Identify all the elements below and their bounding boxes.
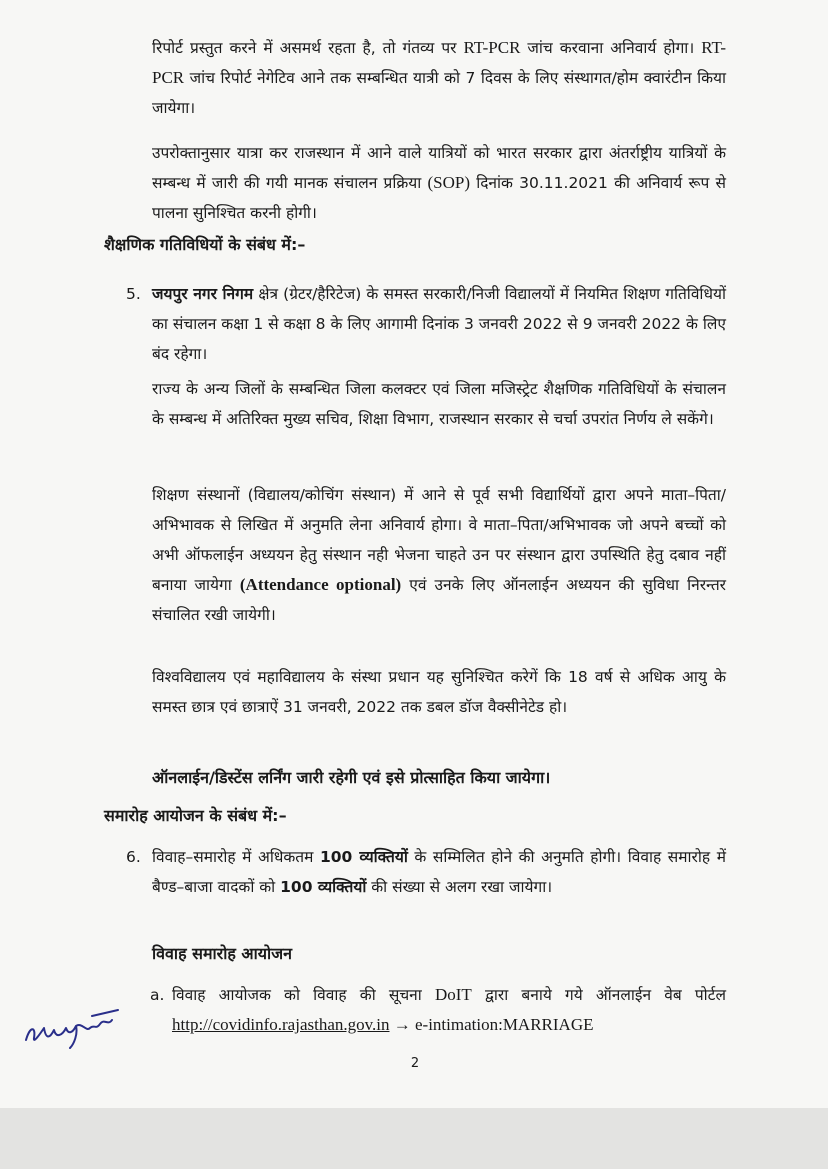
wedding-subheading: विवाह समारोह आयोजन <box>152 944 292 963</box>
item-a-text <box>172 980 726 1040</box>
text-span: शिक्षण संस्थानों (विद्यालय/कोचिंग संस्थान) में आने से पूर्व सभी विद्यार्थियों द्वारा अपने माता–पिता/अभिभावक से लिखित में अनुमति लेना अनिवार्य होगा। वे माता–पिता/अभिभावक जो अपने बच्चों को अभी ऑफलाईन अध्ययन हेतु संस्थान नही भेजना चाहते उन पर संस्थान द्वारा उपस्थिति हेतु दबाव नहीं बनाया जायेगा <box>152 486 726 594</box>
page-number: 2 <box>410 1056 420 1071</box>
university-paragraph: विश्वविद्यालय एवं महाविद्यालय के संस्था प्रधान यह सुनिश्चित करेगें कि 18 वर्ष से अधिक आयु के समस्त छात्र एवं छात्राऐं 31 जनवरी, 2022 तक डबल डॉज वैक्सीनेटेड हो। <box>152 668 726 716</box>
text-span: जांच करवाना अनिवार्य होगा। <box>520 39 702 57</box>
text-span: रिपोर्ट प्रस्तुत करने में असमर्थ रहता है, तो गंतव्य पर <box>152 39 464 57</box>
text-span: एवं उनके लिए ऑनलाईन अध्ययन की सुविधा निरन्तर संचालित रखी जायेगी। <box>152 576 726 624</box>
item-5-number: 5. <box>126 285 141 303</box>
item-6-text <box>152 842 726 902</box>
text-span: विवाह–समारोह में अधिकतम <box>152 848 320 866</box>
page-bottom-shade <box>0 1108 828 1169</box>
education-heading: शैक्षणिक गतिविधियों के संबंध में:– <box>104 235 306 254</box>
text-span: दिनांक 30.11.2021 की अनिवार्य रूप से पालना सुनिश्चित करनी होगी। <box>152 174 726 222</box>
text-span: के सम्मिलित होने की अनुमति होगी। विवाह समारोह में बैण्ड–बाजा वादकों को <box>152 848 726 896</box>
districts-paragraph: राज्य के अन्य जिलों के सम्बन्धित जिला कलक्टर एवं जिला मजिस्ट्रेट शैक्षणिक गतिविधियों के संचालन के सम्बन्ध में अतिरिक्त मुख्य सचिव, शिक्षा विभाग, राजस्थान सरकार से चर्चा उपरांत निर्णय ले सकेंगे। <box>152 380 726 428</box>
rtpcr-paragraph <box>152 33 726 123</box>
text-span: द्वारा बनाये गये ऑनलाईन वेब पोर्टल <box>471 986 726 1004</box>
jaipur-municipal-term: जयपुर नगर निगम <box>152 285 254 303</box>
people-limit: 100 व्यक्तियों <box>319 848 408 866</box>
consent-paragraph <box>152 480 726 630</box>
attendance-optional-term: (Attendance optional) <box>239 575 402 594</box>
text-span: क्षेत्र (ग्रेटर/हैरिटेज) के समस्त सरकारी/निजी विद्यालयों में नियमित शिक्षण गतिविधियों का संचालन कक्षा 1 से कक्षा 8 के लिए आगामी दिनांक 3 जनवरी 2022 से 9 जनवरी 2022 के लिए बंद रहेगा। <box>152 285 726 363</box>
doit-term: DoIT <box>434 985 472 1004</box>
events-heading: समारोह आयोजन के संबंध में:– <box>104 806 287 825</box>
sop-paragraph <box>152 138 726 228</box>
rtpcr-term: RT-PCR <box>152 38 726 87</box>
text-span: जांच रिपोर्ट नेगेटिव आने तक सम्बन्धित यात्री को 7 दिवस के लिए संस्थागत/होम क्वारंटीन किया जायेगा। <box>152 69 726 117</box>
item-5-text <box>152 279 726 369</box>
people-limit: 100 व्यक्तियों <box>280 878 367 896</box>
text-span: उपरोक्तानुसार यात्रा कर राजस्थान में आने वाले यात्रियों को भारत सरकार द्वारा अंतर्राष्ट्रीय यात्रियों के सम्बन्ध में जारी की गयी मानक संचालन प्रक्रिया <box>152 144 726 192</box>
item-6-number: 6. <box>126 848 141 866</box>
online-learning-note: ऑनलाईन/डिस्टेंस लर्निंग जारी रहेगी एवं इसे प्रोत्साहित किया जायेगा। <box>152 768 551 787</box>
signature-icon <box>22 1004 142 1052</box>
text-span: की संख्या से अलग रखा जायेगा। <box>366 878 553 896</box>
e-intimation-label: → e-intimation:MARRIAGE <box>389 1015 594 1034</box>
rtpcr-term: RT-PCR <box>463 38 521 57</box>
item-a-letter: a. <box>150 986 165 1004</box>
covidinfo-portal-link[interactable]: http://covidinfo.rajasthan.gov.in <box>172 1015 390 1034</box>
handwritten-signature <box>22 1004 142 1056</box>
sop-term: (SOP) <box>427 173 470 192</box>
text-span: विवाह आयोजक को विवाह की सूचना <box>172 986 435 1004</box>
